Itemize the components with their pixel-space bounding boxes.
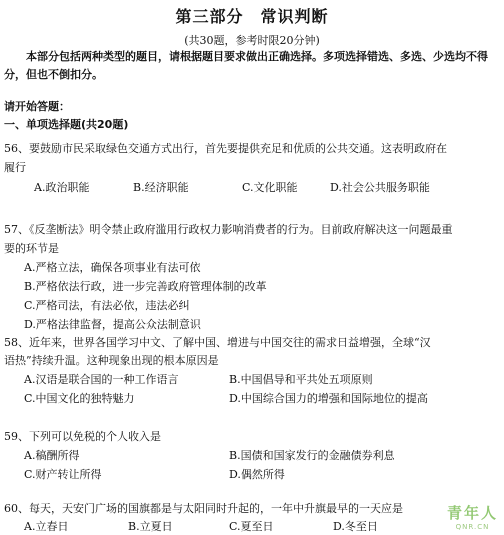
question-56-option-c: C.文化职能 bbox=[242, 181, 298, 194]
question-57-option-b: B.严格依法行政，进一步完善政府管理体制的改革 bbox=[24, 280, 267, 293]
question-59-option-d: D.偶然所得 bbox=[229, 468, 285, 481]
question-59-option-c: C.财产转让所得 bbox=[24, 468, 102, 481]
question-59-stem: 59、下列可以免税的个人收入是 bbox=[4, 430, 161, 443]
question-57-option-c: C.严格司法，有法必依，违法必纠 bbox=[24, 299, 190, 312]
question-56-option-b: B.经济职能 bbox=[133, 181, 189, 194]
question-60-stem: 60、每天，天安门广场的国旗都是与太阳同时升起的，一年中升旗最早的一天应是 bbox=[4, 502, 403, 515]
site-watermark bbox=[447, 502, 498, 531]
question-57-stem: 57、《反垄断法》明令禁止政府滥用行政权力影响消费者的行为。目前政府解决这一问题最重 bbox=[4, 223, 453, 236]
page-subtitle: (共30题，参考时限20分钟) bbox=[184, 34, 320, 47]
watermark-sub: QNR.CN bbox=[455, 523, 490, 531]
question-59-option-b: B.国债和国家发行的金融债券利息 bbox=[229, 449, 395, 462]
question-56-option-d: D.社会公共服务职能 bbox=[330, 181, 430, 194]
question-58-stem: 58、近年来，世界各国学习中文、了解中国、增进与中国交往的需求日益增强，全球“汉 bbox=[4, 336, 431, 349]
question-58-option-c: C.中国文化的独特魅力 bbox=[24, 392, 135, 405]
question-57-option-d: D.严格法律监督，提高公众法制意识 bbox=[24, 318, 201, 331]
question-58-option-d: D.中国综合国力的增强和国际地位的提高 bbox=[229, 392, 428, 405]
question-58-option-a: A.汉语是联合国的一种工作语言 bbox=[24, 373, 179, 386]
question-56-stem-cont: 履行 bbox=[4, 161, 26, 174]
question-60-option-c: C.夏至日 bbox=[229, 520, 274, 533]
instructions-paragraph: 本部分包括两种类型的题目，请根据题目要求做出正确选择。多项选择错选、多选、少选均不得分，但也不倒扣分。 bbox=[4, 50, 488, 81]
question-56-option-a: A.政治职能 bbox=[34, 181, 90, 194]
section-label: 一、单项选择题(共20题) bbox=[4, 118, 129, 131]
question-57-stem-cont: 要的环节是 bbox=[4, 242, 59, 255]
question-60-option-d: D.冬至日 bbox=[333, 520, 378, 533]
question-56-stem: 56、要鼓励市民采取绿色交通方式出行，首先要提供充足和优质的公共交通。这表明政府在 bbox=[4, 142, 447, 155]
question-59-option-a: A.稿酬所得 bbox=[24, 449, 80, 462]
question-57-option-a: A.严格立法，确保各项事业有法可依 bbox=[24, 261, 201, 274]
start-label: 请开始答题： bbox=[4, 100, 70, 113]
watermark-main: 青年人 bbox=[446, 504, 498, 522]
question-58-stem-cont: 语热”持续升温。这种现象出现的根本原因是 bbox=[4, 354, 219, 367]
question-60-option-b: B.立夏日 bbox=[128, 520, 173, 533]
page-title: 第三部分 常识判断 bbox=[175, 7, 329, 26]
question-60-option-a: A.立春日 bbox=[24, 520, 69, 533]
question-58-option-b: B.中国倡导和平共处五项原则 bbox=[229, 373, 373, 386]
